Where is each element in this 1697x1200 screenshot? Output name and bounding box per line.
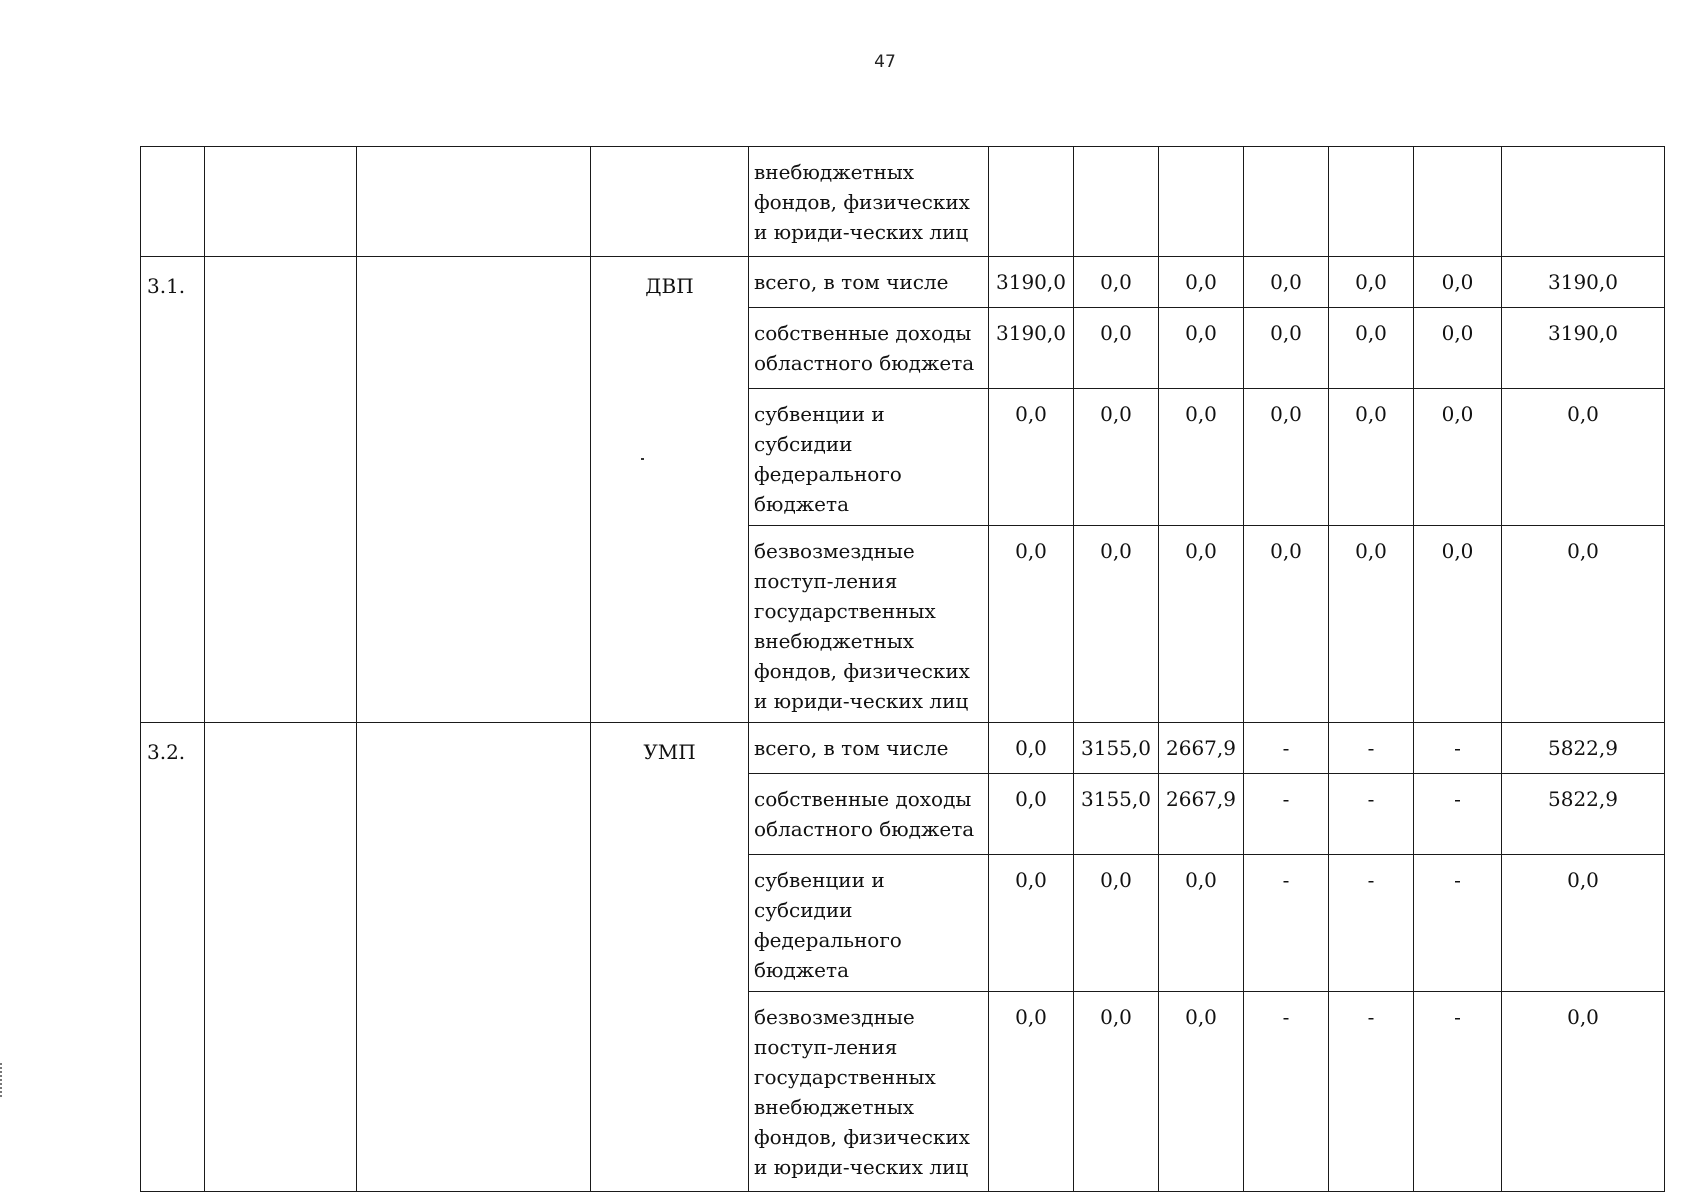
page-number: 47: [874, 52, 896, 72]
value-cell: -: [1329, 723, 1414, 774]
value-cell: 0,0: [989, 855, 1074, 992]
cell-empty: [1502, 147, 1665, 257]
value-cell: -: [1414, 774, 1502, 855]
value-cell: -: [1329, 855, 1414, 992]
table-row: [141, 723, 1665, 774]
cell-empty: [141, 147, 205, 257]
value-cell: -: [1244, 855, 1329, 992]
value-cell: 0,0: [1414, 526, 1502, 723]
value-cell: 0,0: [1244, 526, 1329, 723]
value-cell: -: [1329, 992, 1414, 1192]
cell-empty: [357, 147, 591, 257]
value-cell: 0,0: [1414, 389, 1502, 526]
cell-empty: [591, 147, 749, 257]
cell-empty: [357, 257, 591, 723]
funding-source-cell: внебюджетных фондов, физических и юриди-ческих лиц: [749, 147, 989, 257]
scan-edge-mark: [0, 1063, 5, 1097]
executor-cell: УМП: [591, 723, 749, 1192]
value-cell: 0,0: [1244, 389, 1329, 526]
value-cell: 0,0: [1159, 257, 1244, 308]
value-cell: 0,0: [1159, 992, 1244, 1192]
cell-empty: [205, 723, 357, 1192]
funding-source-cell: всего, в том числе: [749, 257, 989, 308]
value-cell: 0,0: [1159, 308, 1244, 389]
value-cell: 3190,0: [989, 308, 1074, 389]
value-cell: 0,0: [1074, 308, 1159, 389]
cell-empty: [357, 723, 591, 1192]
funding-source-cell: субвенции и субсидии федерального бюджета: [749, 855, 989, 992]
total-cell: 5822,9: [1502, 723, 1665, 774]
total-cell: 5822,9: [1502, 774, 1665, 855]
value-cell: -: [1244, 774, 1329, 855]
value-cell: -: [1244, 723, 1329, 774]
total-cell: 0,0: [1502, 389, 1665, 526]
value-cell: 0,0: [1074, 257, 1159, 308]
total-cell: 3190,0: [1502, 308, 1665, 389]
cell-empty: [1329, 147, 1414, 257]
value-cell: 0,0: [989, 526, 1074, 723]
table-row: [141, 257, 1665, 308]
executor-cell: ДВП: [591, 257, 749, 723]
cell-empty: [989, 147, 1074, 257]
value-cell: -: [1414, 855, 1502, 992]
total-cell: 3190,0: [1502, 257, 1665, 308]
value-cell: 0,0: [1074, 992, 1159, 1192]
value-cell: 0,0: [1074, 855, 1159, 992]
cell-empty: [205, 257, 357, 723]
value-cell: -: [1329, 774, 1414, 855]
value-cell: 0,0: [1074, 389, 1159, 526]
value-cell: 3155,0: [1074, 723, 1159, 774]
value-cell: 0,0: [1329, 257, 1414, 308]
value-cell: 0,0: [1414, 308, 1502, 389]
value-cell: 0,0: [1244, 257, 1329, 308]
value-cell: 3155,0: [1074, 774, 1159, 855]
value-cell: 0,0: [1414, 257, 1502, 308]
funding-source-cell: субвенции и субсидии федерального бюджета: [749, 389, 989, 526]
cell-empty: [1074, 147, 1159, 257]
row-number: 3.1.: [141, 257, 205, 723]
funding-source-cell: безвозмездные поступ-ления государственных внебюджетных фондов, физических и юриди-ческих лиц: [749, 992, 989, 1192]
funding-source-cell: собственные доходы областного бюджета: [749, 774, 989, 855]
cell-empty: [1414, 147, 1502, 257]
value-cell: 0,0: [1159, 526, 1244, 723]
total-cell: 0,0: [1502, 526, 1665, 723]
value-cell: -: [1414, 992, 1502, 1192]
row-number: 3.2.: [141, 723, 205, 1192]
value-cell: 0,0: [1329, 308, 1414, 389]
value-cell: 3190,0: [989, 257, 1074, 308]
total-cell: 0,0: [1502, 992, 1665, 1192]
budget-table: [140, 146, 1665, 1192]
funding-source-cell: собственные доходы областного бюджета: [749, 308, 989, 389]
value-cell: 0,0: [989, 774, 1074, 855]
value-cell: -: [1414, 723, 1502, 774]
cell-empty: [1244, 147, 1329, 257]
value-cell: 0,0: [1329, 389, 1414, 526]
funding-source-cell: всего, в том числе: [749, 723, 989, 774]
scan-speck: [641, 458, 644, 460]
value-cell: -: [1244, 992, 1329, 1192]
value-cell: 0,0: [1159, 855, 1244, 992]
value-cell: 0,0: [1159, 389, 1244, 526]
cell-empty: [1159, 147, 1244, 257]
value-cell: 0,0: [989, 723, 1074, 774]
funding-source-cell: безвозмездные поступ-ления государственных внебюджетных фондов, физических и юриди-ческих лиц: [749, 526, 989, 723]
value-cell: 2667,9: [1159, 774, 1244, 855]
value-cell: 0,0: [989, 389, 1074, 526]
value-cell: 0,0: [989, 992, 1074, 1192]
value-cell: 0,0: [1074, 526, 1159, 723]
cell-empty: [205, 147, 357, 257]
value-cell: 2667,9: [1159, 723, 1244, 774]
value-cell: 0,0: [1244, 308, 1329, 389]
continuation-row: [141, 147, 1665, 257]
value-cell: 0,0: [1329, 526, 1414, 723]
total-cell: 0,0: [1502, 855, 1665, 992]
